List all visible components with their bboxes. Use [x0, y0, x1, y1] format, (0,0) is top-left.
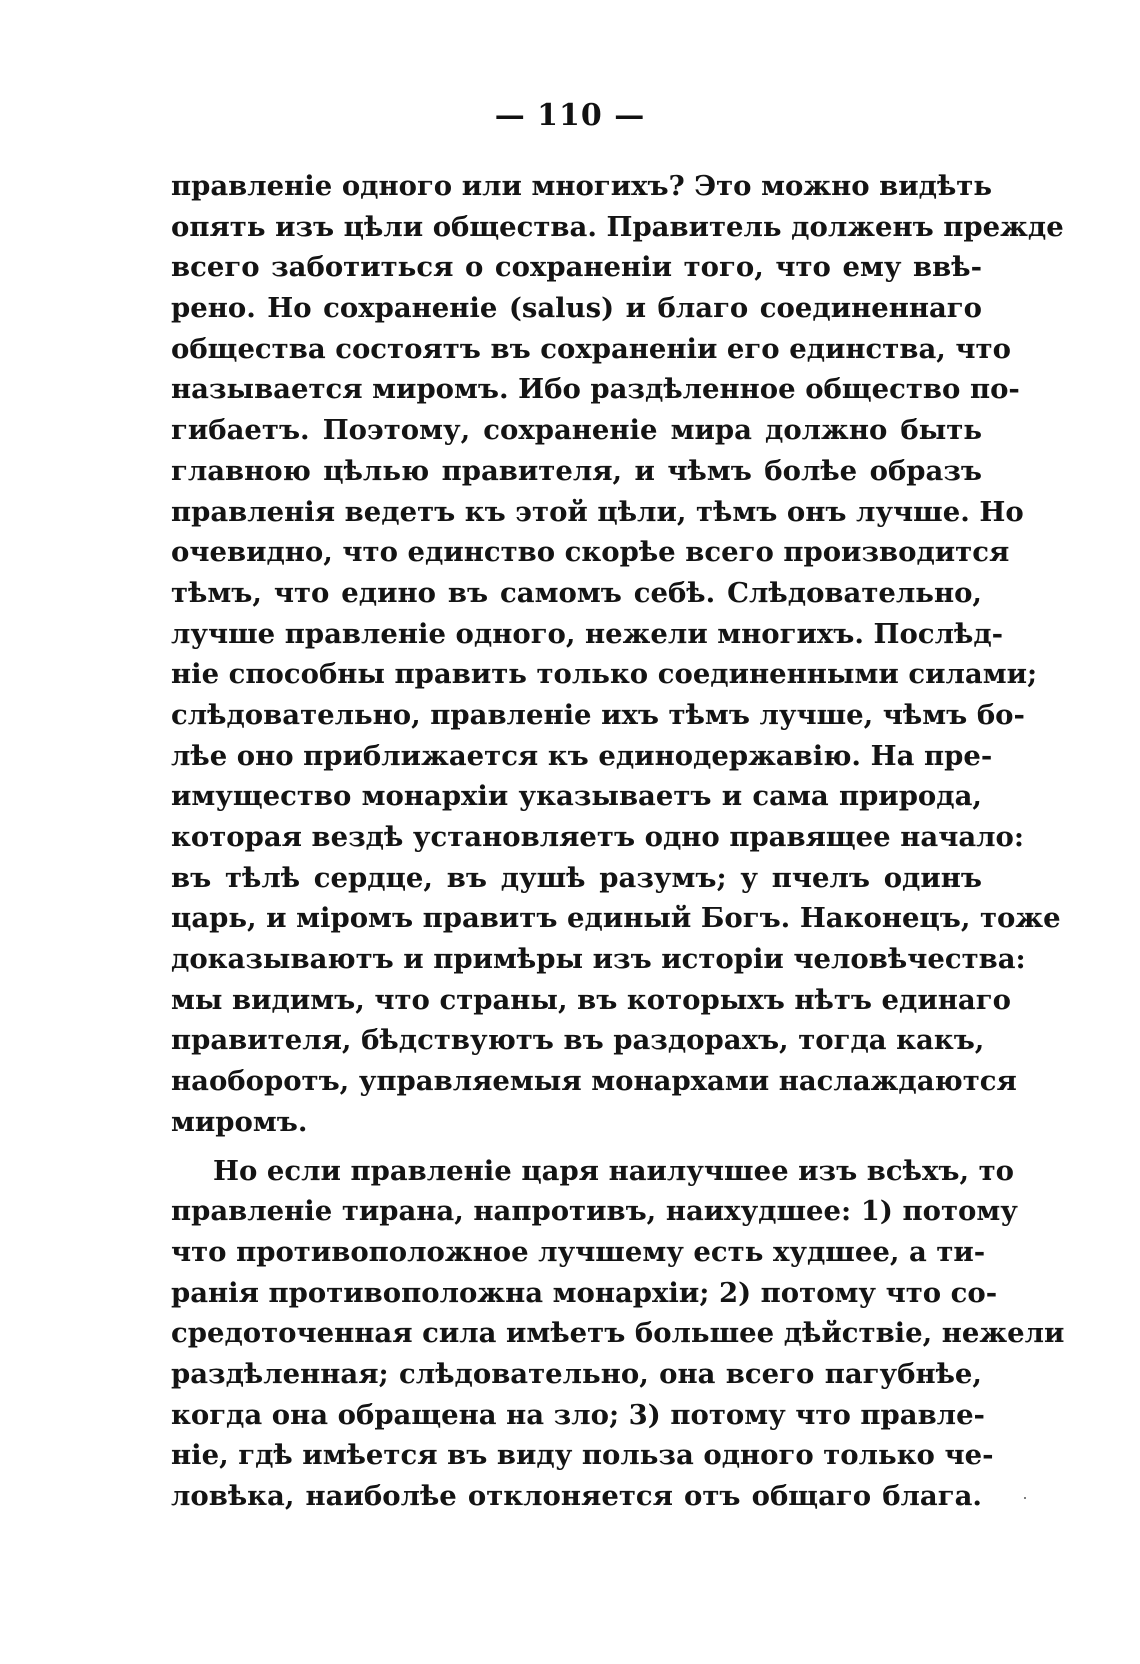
text-line: которая вездѣ установляетъ одно правящее начало: — [171, 821, 1025, 853]
text-line: всего заботиться о сохраненіи того, что ему ввѣ- — [171, 251, 982, 284]
text-line: въ тѣлѣ сердце, въ душѣ разумъ; у пчелъ одинъ — [171, 861, 982, 894]
text-line: очевидно, что единство скорѣе всего производится — [171, 536, 1010, 569]
text-line: правленіе тирана, напротивъ, наихудшее: 1) потому — [171, 1195, 1018, 1228]
text-line: главною цѣлью правителя, и чѣмъ болѣе образъ — [171, 454, 982, 487]
text-line: называется миромъ. Ибо раздѣленное общество по- — [171, 373, 1020, 406]
paragraph-2 — [171, 1151, 1065, 1517]
text-line: что противоположное лучшему есть худшее, а ти- — [171, 1235, 986, 1268]
text-line: общества состоятъ въ сохраненіи его единства, что — [171, 332, 1011, 365]
body-text — [171, 166, 1065, 1517]
text-line: мы видимъ, что страны, въ которыхъ нѣтъ единаго — [171, 983, 1011, 1016]
text-line: опять изъ цѣли общества. Правитель долженъ прежде — [171, 210, 1064, 243]
text-line: лѣе оно приближается къ единодержавію. На пре- — [171, 739, 993, 772]
text-line: миромъ. — [171, 1105, 308, 1138]
paragraph-gap — [171, 1143, 982, 1151]
text-line: когда она обращена на зло; 3) потому что правле- — [171, 1398, 985, 1431]
text-line: ловѣка, наиболѣе отклоняется отъ общаго блага. — [171, 1480, 982, 1512]
text-line: тѣмъ, что едино въ самомъ себѣ. Слѣдовательно, — [171, 576, 982, 609]
page-number: — 110 — — [494, 98, 646, 133]
text-line: рено. Но сохраненіе (salus) и благо соединеннаго — [171, 292, 982, 325]
text-line: средоточенная сила имѣетъ большее дѣйствіе, нежели — [171, 1317, 1065, 1350]
text-line: правителя, бѣдствуютъ въ раздорахъ, тогда какъ, — [171, 1024, 985, 1057]
text-line: гибаетъ. Поэтому, сохраненіе мира должно быть — [171, 414, 982, 447]
text-line: правленіе одного или многихъ? Это можно видѣть — [171, 170, 993, 202]
ink-speck — [1024, 1497, 1026, 1499]
text-line: ніе, гдѣ имѣется въ виду польза одного только че- — [171, 1439, 994, 1472]
text-line: доказываютъ и примѣры изъ исторіи человѣчества: — [171, 943, 1026, 976]
text-line: слѣдовательно, правленіе ихъ тѣмъ лучше, чѣмъ бо- — [171, 698, 1025, 731]
text-line: лучше правленіе одного, нежели многихъ. Послѣд- — [171, 617, 1004, 650]
text-line: ніе способны править только соединенными силами; — [171, 658, 1038, 691]
text-line: ранія противоположна монархіи; 2) потому что со- — [171, 1276, 998, 1309]
text-line: правленія ведетъ къ этой цѣли, тѣмъ онъ лучше. Но — [171, 495, 1024, 528]
text-line: царь, и міромъ правитъ единый Богъ. Наконецъ, тоже — [171, 902, 1061, 935]
text-line: раздѣленная; слѣдовательно, она всего пагубнѣе, — [171, 1357, 982, 1390]
text-line: Но если правленіе царя наилучшее изъ всѣхъ, то — [213, 1154, 1014, 1187]
text-line: имущество монархіи указываетъ и сама природа, — [171, 780, 982, 813]
paragraph-1 — [171, 166, 1064, 1143]
text-line: наоборотъ, управляемыя монархами наслаждаются — [171, 1065, 1017, 1098]
